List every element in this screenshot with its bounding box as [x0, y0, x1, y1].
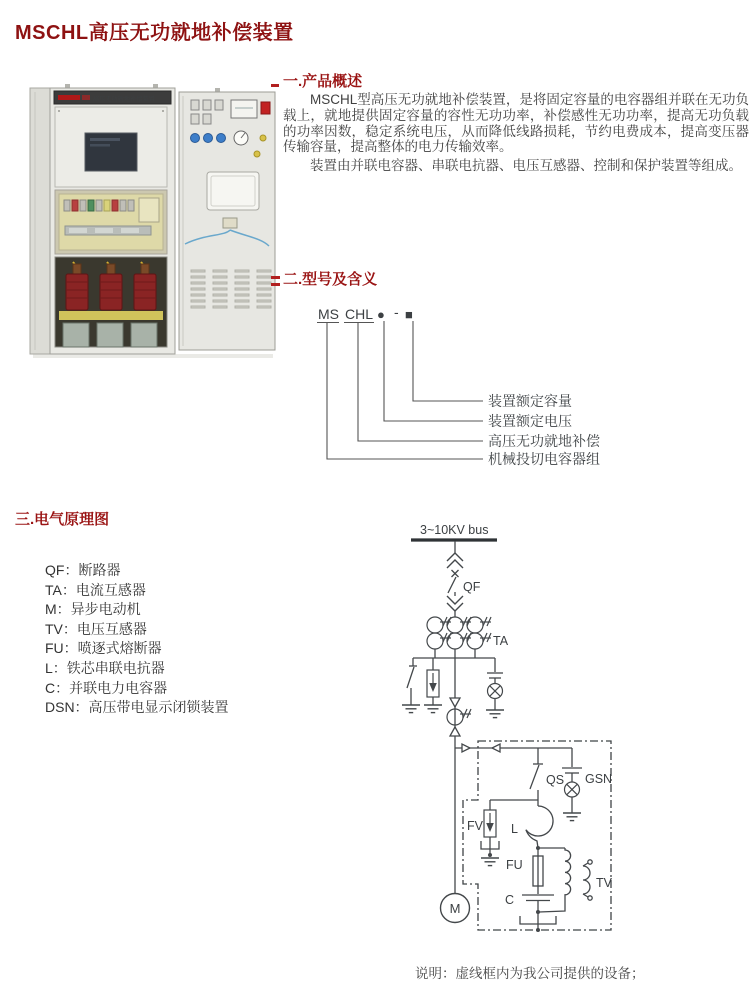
legend-item-m: M：异步电动机	[45, 601, 141, 618]
plug-connectors	[455, 744, 572, 752]
arrester-fv	[481, 800, 499, 866]
overview-paragraph-1: MSCHL型高压无功就地补偿装置，是将固定容量的电容器组并联在无功负载上，就地提供固定容量的容性无功功率，补偿感性无功功率，提高无功负载的功率因数，稳定系统电压，从而降低线路损耗，节约电费成本，提高变压器传输容量，提高整体的电力传输效率。	[283, 92, 749, 155]
qf-label: QF	[463, 580, 481, 594]
fv-label: FV	[467, 819, 483, 833]
breaker-qf	[447, 541, 463, 617]
circuit-diagram	[385, 512, 665, 960]
model-code-diagram	[290, 298, 620, 478]
l-label: L	[511, 822, 518, 836]
bus-label: 3~10KV bus	[420, 523, 489, 537]
cabinet-banner	[54, 91, 171, 104]
model-label-switching: 机械投切电容器组	[488, 451, 600, 467]
overview-body	[283, 92, 749, 174]
gsn-label: GSN	[585, 772, 613, 786]
schematic-heading: 三.电气原理图	[15, 511, 110, 528]
schematic-note: 说明：虚线框内为我公司提供的设备；	[415, 966, 645, 981]
schematic-legend	[45, 561, 229, 718]
earthing-switch	[402, 658, 420, 713]
c-label: C	[505, 893, 515, 907]
model-code-chl: CHL	[345, 306, 374, 322]
model-code-dash: -	[394, 304, 399, 320]
model-code-lines	[317, 321, 483, 459]
bus-bar	[411, 523, 497, 540]
cabinet-banner-text: 高压无功就地补偿装置	[93, 96, 155, 103]
junction-bar	[413, 649, 495, 894]
ta-transformers	[427, 617, 491, 649]
live-display-gsn	[562, 748, 582, 821]
cabinet-door	[179, 92, 275, 350]
reactor-coils	[59, 262, 163, 347]
model-label-compensation: 高压无功就地补偿	[488, 433, 600, 449]
disconnector-qs	[490, 748, 543, 800]
red-mark	[271, 276, 280, 279]
legend-item-tv: TV：电压互感器	[45, 620, 147, 637]
fuse-fu	[533, 846, 543, 894]
model-label-capacity: 装置额定容量	[488, 393, 572, 409]
transformer-tv	[538, 848, 592, 912]
red-mark	[271, 283, 280, 286]
model-label-voltage: 装置额定电压	[488, 413, 572, 429]
voltage-indicator-dsn	[486, 658, 504, 718]
model-code-ms: MS	[318, 306, 339, 322]
m-label: M	[449, 901, 461, 916]
legend-item-qf: QF：断路器	[45, 562, 121, 578]
legend-item-l: L：铁芯串联电抗器	[45, 659, 165, 676]
model-code-square: ■	[405, 307, 413, 322]
capacitor-c	[520, 895, 556, 932]
legend-item-dsn: DSN：高压带电显示闭锁装置	[45, 699, 229, 716]
tv-label: TV	[596, 876, 612, 890]
overview-heading: 一.产品概述	[283, 73, 363, 90]
page-title: MSCHL高压无功就地补偿装置	[15, 22, 294, 44]
ta-label: TA	[493, 634, 509, 648]
qs-label: QS	[546, 773, 565, 787]
model-heading: 二.型号及含义	[283, 271, 378, 288]
overview-paragraph-2: 装置由并联电容器、串联电抗器、电压互感器、控制和保护装置等组成。	[310, 158, 742, 174]
legend-item-fu: FU：喷逐式熔断器	[45, 640, 162, 657]
legend-item-ta: TA：电流互感器	[45, 581, 146, 598]
cabinet-illustration	[30, 84, 280, 358]
legend-item-c: C：并联电力电容器	[45, 679, 168, 696]
reactor-l	[526, 800, 553, 848]
model-code-dot: ●	[377, 307, 385, 322]
center-sensor	[447, 698, 471, 736]
surge-arrester	[424, 658, 442, 713]
red-mark	[271, 84, 279, 87]
fu-label: FU	[506, 858, 523, 872]
product-photo	[25, 78, 280, 363]
